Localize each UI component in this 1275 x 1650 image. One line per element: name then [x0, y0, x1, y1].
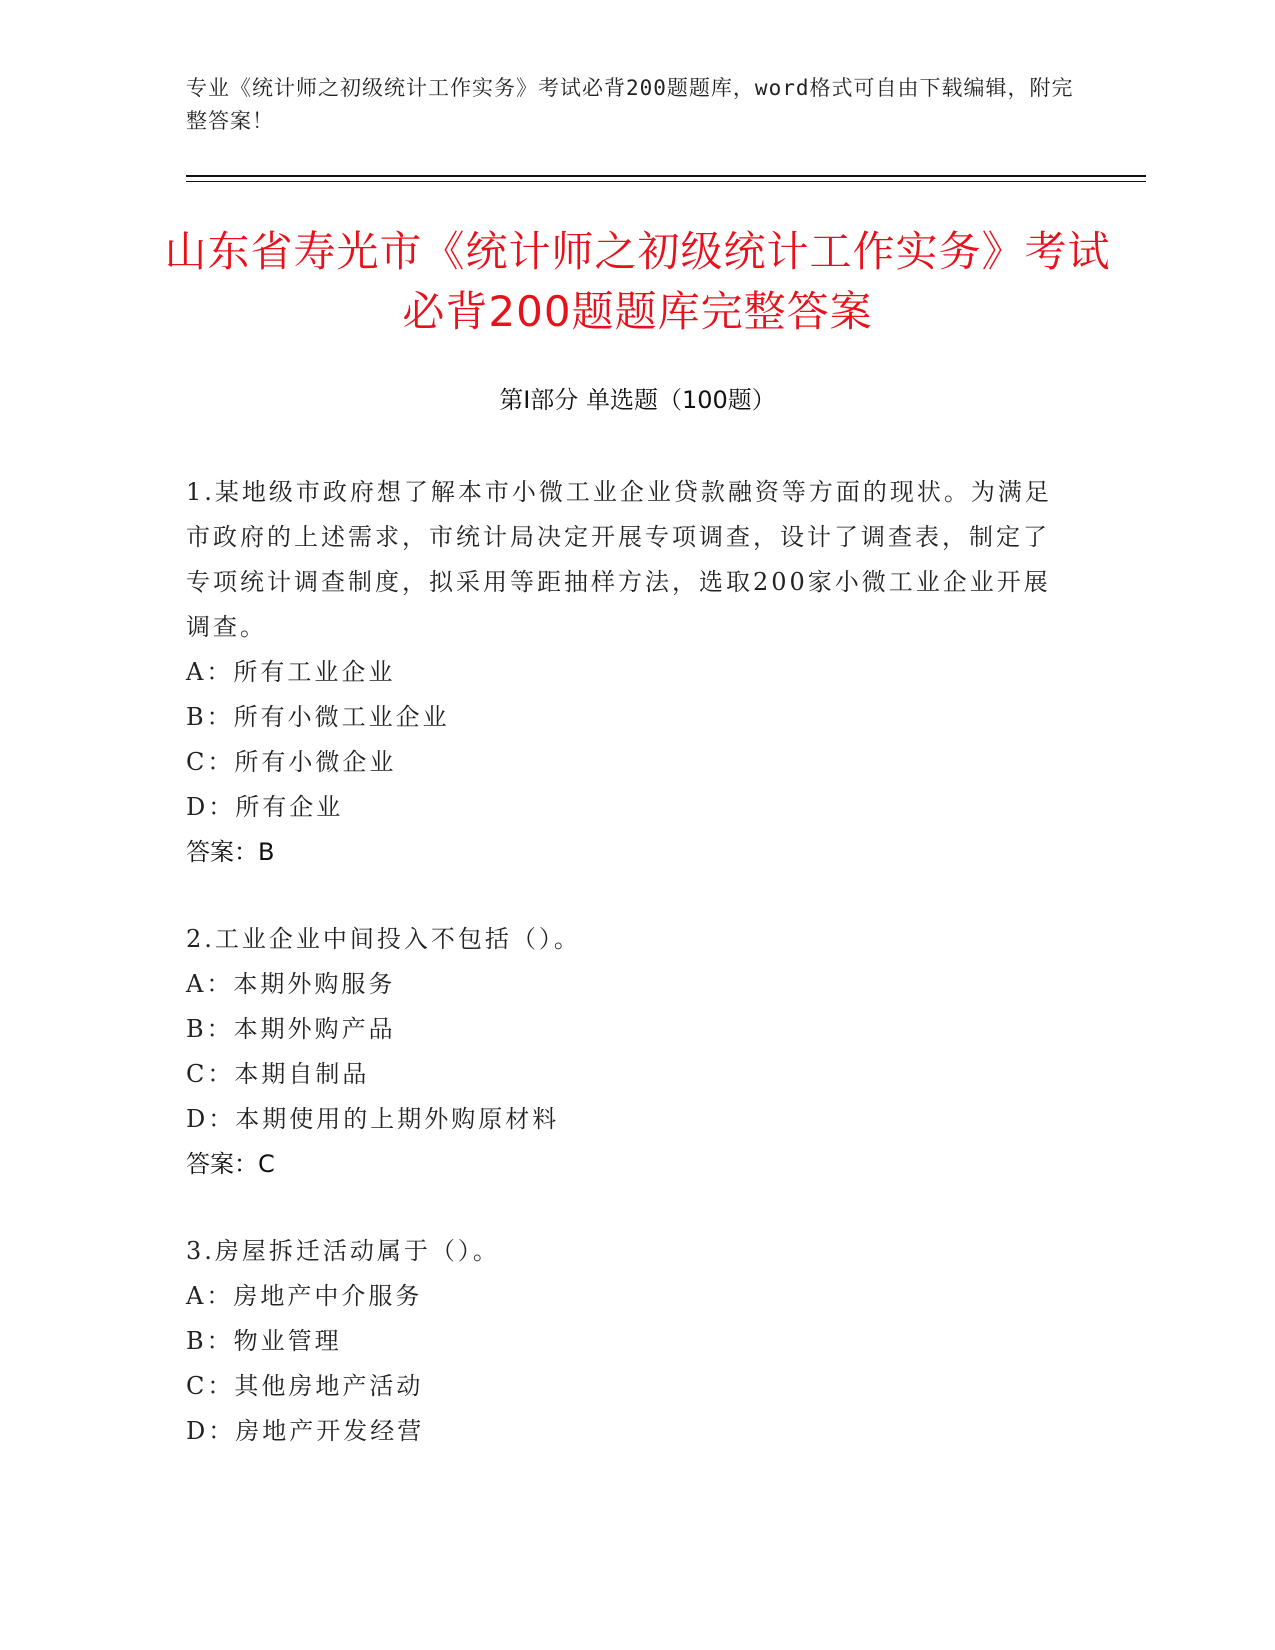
question-1 — [186, 470, 1056, 875]
option-c: C：本期自制品 — [186, 1060, 370, 1088]
answer-line: 答案：B — [186, 838, 275, 866]
question-stem: 2.工业企业中间投入不包括（）。 — [186, 925, 581, 953]
option-d: D：本期使用的上期外购原材料 — [186, 1105, 560, 1133]
header-divider-thick — [186, 175, 1146, 177]
option-a: A：房地产中介服务 — [186, 1282, 423, 1310]
header-divider-thin — [186, 181, 1146, 182]
answer-line: 答案：C — [186, 1150, 275, 1178]
option-a: A：本期外购服务 — [186, 970, 396, 998]
option-d: D：所有企业 — [186, 793, 344, 821]
document-title: 山东省寿光市《统计师之初级统计工作实务》考试必背200题题库完整答案 — [164, 227, 1111, 336]
question-3 — [186, 1229, 1056, 1454]
option-b: B：物业管理 — [186, 1327, 342, 1355]
question-2 — [186, 917, 1056, 1187]
option-a: A：所有工业企业 — [186, 658, 396, 686]
option-b: B：本期外购产品 — [186, 1015, 396, 1043]
question-stem: 1.某地级市政府想了解本市小微工业企业贷款融资等方面的现状。为满足市政府的上述需求，市统计局决定开展专项调查，设计了调查表，制定了专项统计调查制度，拟采用等距抽样方法，选取200家小微工业企业开展调查。 — [186, 478, 1052, 641]
option-b: B：所有小微工业企业 — [186, 703, 450, 731]
question-stem: 3.房屋拆迁活动属于（）。 — [186, 1237, 500, 1265]
header-note: 专业《统计师之初级统计工作实务》考试必背200题题库，word格式可自由下载编辑，附完整答案！ — [186, 76, 1074, 133]
option-c: C：其他房地产活动 — [186, 1372, 424, 1400]
option-c: C：所有小微企业 — [186, 748, 397, 776]
question-list — [186, 470, 1056, 1496]
section-heading: 第I部分 单选题（100题） — [499, 386, 776, 414]
option-d: D：房地产开发经营 — [186, 1417, 425, 1445]
